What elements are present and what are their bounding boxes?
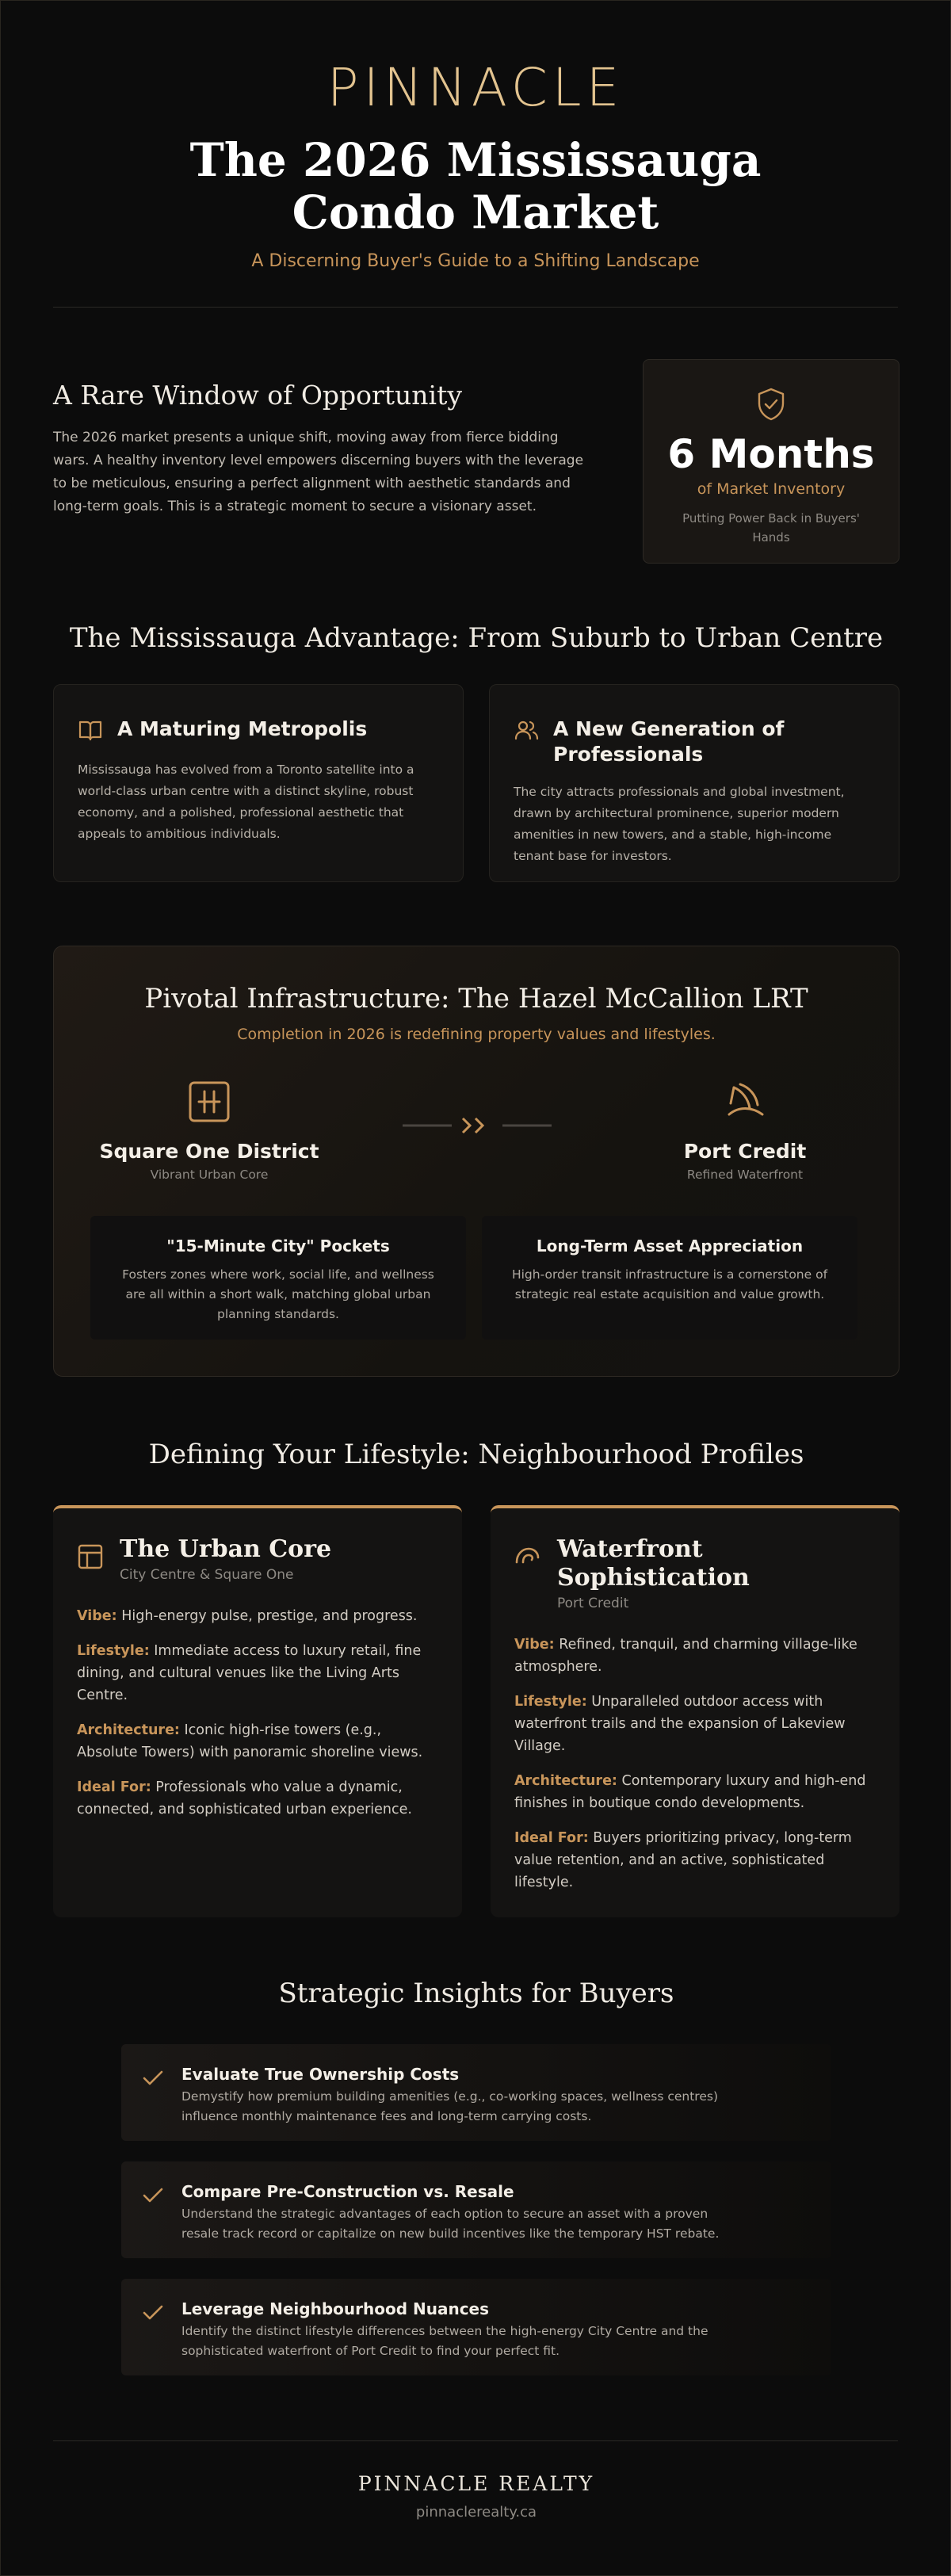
stat-caption: Putting Power Back in Buyers' Hands: [682, 511, 860, 545]
profile-item-value: Buyers prioritizing privacy, long-term value retention, and an active, sophisticated lifestyle.: [514, 1830, 852, 1890]
profile-item: [514, 1691, 876, 1757]
lrt-benefit-title: "15-Minute City" Pockets: [166, 1236, 390, 1256]
inventory-stat-card: [643, 359, 899, 564]
intro-heading: A Rare Window of Opportunity: [53, 380, 463, 411]
stat-value: 6 Months: [667, 431, 875, 477]
profile-item-value: Iconic high-rise towers (e.g., Absolute Towers) with panoramic shoreline views.: [77, 1722, 423, 1760]
advantage-card: [53, 684, 464, 882]
stat-label: of Market Inventory: [697, 480, 846, 498]
shield-check-icon: [644, 387, 899, 422]
profile-item: [514, 1770, 876, 1814]
lrt-section: [53, 946, 899, 1377]
station-desc: Vibrant Urban Core: [150, 1168, 269, 1182]
profile-item-key: Lifestyle:: [77, 1643, 150, 1659]
sailboat-icon: [610, 1080, 880, 1124]
advantage-title: The Mississauga Advantage: From Suburb to Urban Centre: [69, 622, 884, 654]
intro-section: [53, 380, 592, 518]
wave-icon: [514, 1535, 557, 1573]
profile-item-key: Vibe:: [514, 1637, 555, 1653]
profile-item-key: Ideal For:: [514, 1830, 589, 1846]
profile-item-key: Lifestyle:: [514, 1694, 587, 1710]
profile-item: [77, 1719, 438, 1764]
layout-icon: [77, 1535, 120, 1573]
neighbourhood-name: The Urban Core: [120, 1535, 332, 1563]
users-icon: [514, 717, 553, 745]
profile-item: [77, 1640, 438, 1707]
advantage-card: [489, 684, 899, 882]
page-title: The 2026 Mississauga Condo Market: [189, 133, 762, 239]
profile-item-key: Architecture:: [514, 1773, 617, 1789]
lrt-title: Pivotal Infrastructure: The Hazel McCallion LRT: [144, 983, 808, 1015]
profile-item: [77, 1605, 438, 1627]
advantage-card-title: A New Generation of Professionals: [553, 717, 785, 766]
neighbourhood-location: Port Credit: [557, 1596, 629, 1611]
lrt-benefit-body: Fosters zones where work, social life, and wellness are all within a short walk, matching global urban planning standards.: [122, 1267, 434, 1321]
open-book-icon: [78, 717, 117, 745]
intro-body: The 2026 market presents a unique shift, moving away from fierce bidding wars. A healthy inventory level empowers discerning buyers with the leverage to be meticulous, ensuring a perfect alignment with aesthetic standards and long-term goals. This is a strategic moment to secure a visionary asset.: [53, 430, 584, 514]
profile-item-key: Vibe:: [77, 1608, 117, 1624]
profile-item-value: Unparalleled outdoor access with waterfront trails and the expansion of Lakeview Village.: [514, 1694, 846, 1754]
insight-item: [121, 2044, 831, 2141]
advantage-card-body: Mississauga has evolved from a Toronto satellite into a world-class urban centre with a distinct skyline, robust economy, and a polished, professional aesthetic that appeals to ambitious individuals.: [78, 762, 414, 841]
footer-divider: [53, 2440, 898, 2441]
advantage-card-title: A Maturing Metropolis: [117, 717, 368, 740]
profile-item-value: Refined, tranquil, and charming village-like atmosphere.: [514, 1637, 857, 1675]
insight-title: Compare Pre-Construction vs. Resale: [181, 2182, 514, 2201]
insight-title: Leverage Neighbourhood Nuances: [181, 2299, 490, 2318]
lrt-benefit-body: High-order transit infrastructure is a cornerstone of strategic real estate acquisition and value growth.: [511, 1267, 828, 1301]
neighbourhoods-title: Defining Your Lifestyle: Neighbourhood Profiles: [148, 1439, 804, 1470]
profile-item-value: Contemporary luxury and high-end finishes in boutique condo developments.: [514, 1773, 866, 1811]
header: [1, 1, 950, 271]
insight-item: [121, 2279, 831, 2375]
profile-item: [514, 1827, 876, 1894]
station-name: Square One District: [99, 1140, 319, 1163]
profile-item-key: Ideal For:: [77, 1779, 151, 1795]
page-subtitle: A Discerning Buyer's Guide to a Shifting Landscape: [251, 251, 700, 271]
transit-icon: [74, 1080, 344, 1124]
brand-logo: PINNACLE: [327, 57, 624, 118]
lrt-subtitle: Completion in 2026 is redefining property values and lifestyles.: [237, 1026, 716, 1043]
station-port-credit: [610, 1080, 880, 1182]
insights-title: Strategic Insights for Buyers: [278, 1978, 674, 2009]
neighbourhood-card-urban-core: [53, 1505, 462, 1917]
station-square-one: [74, 1080, 344, 1182]
profile-item-value: Immediate access to luxury retail, fine dining, and cultural venues like the Living Arts Centre.: [77, 1643, 422, 1703]
footer-url-link[interactable]: pinnaclerealty.ca: [415, 2504, 537, 2521]
profile-item-key: Architecture:: [77, 1722, 180, 1738]
neighbourhood-location: City Centre & Square One: [120, 1567, 294, 1583]
station-name: Port Credit: [683, 1140, 807, 1163]
lrt-benefit-box: [482, 1216, 857, 1340]
profile-item: [514, 1634, 876, 1678]
insight-item: [121, 2161, 831, 2258]
insight-body: Understand the strategic advantages of each option to secure an asset with a proven resale track record or capitalize on new build incentives like the temporary HST rebate.: [181, 2207, 720, 2241]
station-desc: Refined Waterfront: [686, 1168, 804, 1182]
lrt-connector: [403, 1116, 552, 1135]
lrt-benefit-title: Long-Term Asset Appreciation: [536, 1236, 804, 1256]
insight-body: Identify the distinct lifestyle differences between the high-energy City Centre and the sophisticated waterfront of Port Credit to find your perfect fit.: [181, 2324, 708, 2358]
neighbourhood-name: Waterfront Sophistication: [557, 1535, 750, 1592]
profile-item-value: High-energy pulse, prestige, and progress.: [121, 1608, 418, 1624]
header-divider: [53, 307, 898, 308]
advantage-card-body: The city attracts professionals and global investment, drawn by architectural prominence, superior modern amenities in new towers, and a stable, high-income tenant base for investors.: [514, 785, 845, 863]
profile-item-value: Professionals who value a dynamic, connected, and sophisticated urban experience.: [77, 1779, 412, 1817]
profile-item: [77, 1776, 438, 1821]
insight-title: Evaluate True Ownership Costs: [181, 2065, 460, 2084]
footer-brand: PINNACLE REALTY: [357, 2472, 595, 2495]
neighbourhood-card-waterfront: [491, 1505, 899, 1917]
insight-body: Demystify how premium building amenities (e.g., co-working spaces, wellness centres) influence monthly maintenance fees and long-term carrying costs.: [181, 2089, 718, 2123]
lrt-benefit-box: [90, 1216, 466, 1340]
